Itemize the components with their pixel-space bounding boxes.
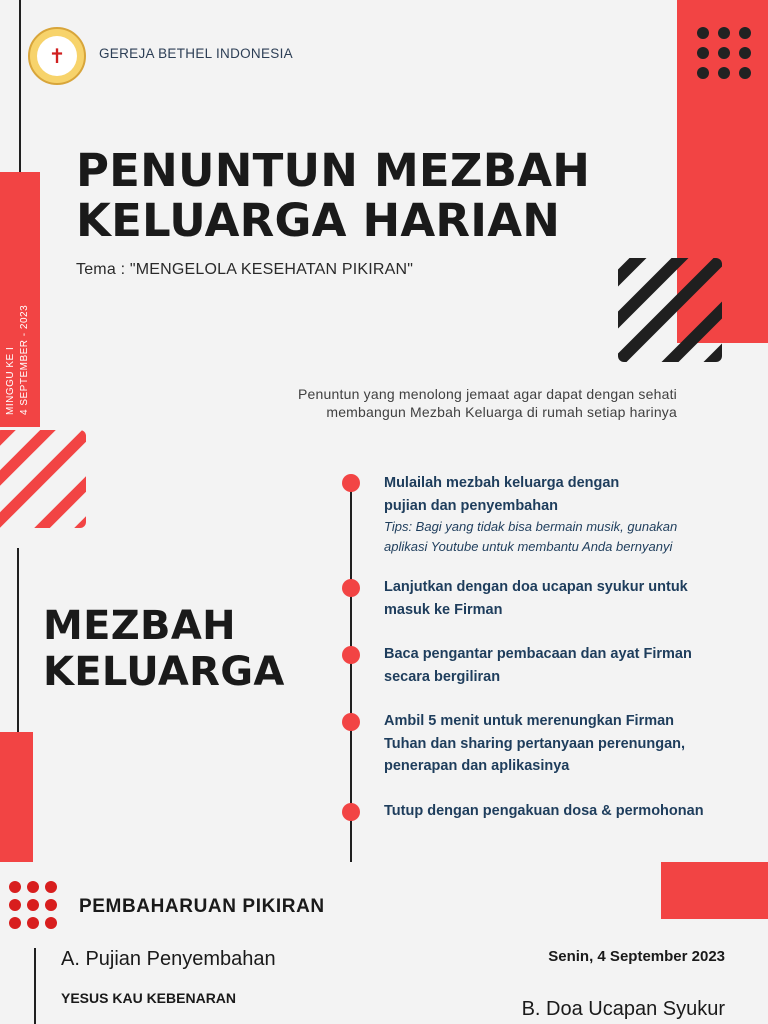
timeline-step bbox=[384, 472, 759, 557]
dot-grid-red bbox=[9, 881, 57, 929]
timeline-step bbox=[384, 643, 759, 688]
step-text: pujian dan penyembahan bbox=[384, 497, 559, 514]
timeline-step bbox=[384, 576, 759, 621]
timeline-step bbox=[384, 800, 759, 823]
page-title bbox=[76, 146, 590, 246]
red-block-bottom-left bbox=[0, 732, 33, 862]
week-label: MINGGU KE I bbox=[5, 346, 16, 415]
intro-subtitle-line1: Penuntun yang menolong jemaat agar dapat dengan sehati bbox=[298, 386, 677, 402]
page-title-line2: KELUARGA HARIAN bbox=[76, 194, 561, 247]
left-vertical-line-bottom bbox=[34, 948, 36, 1024]
dot-grid-dark bbox=[697, 27, 751, 79]
timeline-dot bbox=[342, 713, 360, 731]
section-heading-line2: KELUARGA bbox=[43, 649, 285, 695]
step-text: Mulailah mezbah keluarga dengan bbox=[384, 475, 620, 491]
section-a-title: A. Pujian Penyembahan bbox=[61, 948, 276, 970]
page-title-line1: PENUNTUN MEZBAH bbox=[76, 144, 591, 197]
red-block-bottom-right bbox=[661, 862, 768, 919]
intro-subtitle bbox=[200, 385, 677, 421]
timeline-dot bbox=[342, 646, 360, 664]
section-heading bbox=[43, 603, 285, 695]
side-date-label: 4 SEPTEMBER - 2023 bbox=[19, 304, 30, 415]
left-vertical-line-top bbox=[19, 0, 21, 172]
section-b-title: B. Doa Ucapan Syukur bbox=[521, 998, 725, 1020]
step-tip: Tips: Bagi yang tidak bisa bermain musik, gunakan bbox=[384, 519, 678, 534]
timeline-step bbox=[384, 710, 759, 778]
red-stripes-decoration bbox=[0, 430, 86, 528]
week-date-side-label bbox=[4, 275, 32, 415]
date-label: Senin, 4 September 2023 bbox=[548, 948, 725, 965]
step-text: Lanjutkan dengan doa ucapan syukur untuk bbox=[384, 579, 688, 595]
timeline-dot bbox=[342, 579, 360, 597]
theme-text: Tema : "MENGELOLA KESEHATAN PIKIRAN" bbox=[76, 261, 414, 278]
step-text: secara bergiliran bbox=[384, 668, 501, 685]
step-tip: aplikasi Youtube untuk membantu Anda bernyanyi bbox=[384, 539, 673, 554]
org-name: GEREJA BETHEL INDONESIA bbox=[99, 46, 293, 61]
church-logo bbox=[28, 27, 86, 85]
step-text: Tuhan dan sharing pertanyaan perenungan, bbox=[384, 735, 686, 752]
song-title: YESUS KAU KEBENARAN bbox=[61, 990, 237, 1006]
step-text: Tutup dengan pengakuan dosa & permohonan bbox=[384, 803, 704, 819]
footer-heading: PEMBAHARUAN PIKIRAN bbox=[79, 896, 325, 917]
step-text: penerapan dan aplikasinya bbox=[384, 758, 570, 774]
step-text: Baca pengantar pembacaan dan ayat Firman bbox=[384, 646, 692, 662]
timeline-dot bbox=[342, 803, 360, 821]
black-stripes-decoration bbox=[618, 258, 722, 362]
step-text: masuk ke Firman bbox=[384, 601, 503, 618]
left-vertical-line-middle bbox=[17, 548, 19, 732]
timeline-dot bbox=[342, 474, 360, 492]
intro-subtitle-line2: membangun Mezbah Keluarga di rumah setiap harinya bbox=[326, 404, 677, 420]
church-cross-emblem-icon: ✝ bbox=[37, 36, 77, 76]
section-heading-line1: MEZBAH bbox=[43, 603, 236, 649]
step-text: Ambil 5 menit untuk merenungkan Firman bbox=[384, 713, 675, 729]
